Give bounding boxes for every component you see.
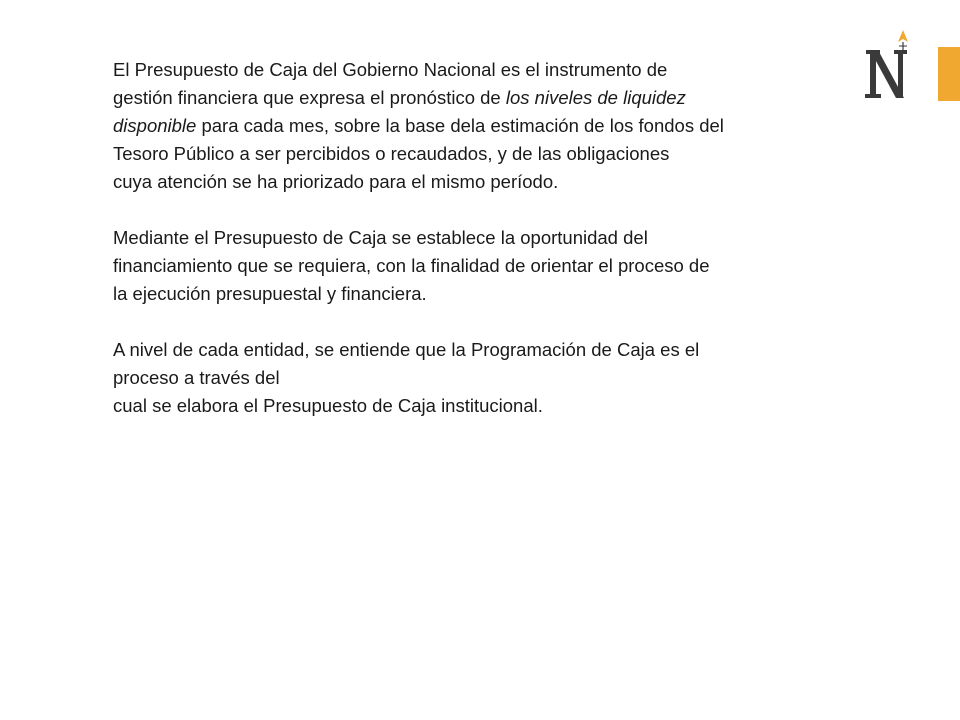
text-line: El Presupuesto de Caja del Gobierno Nacional es el instrumento de [113, 59, 668, 80]
text-line: financiamiento que se requiera, con la finalidad de orientar el proceso de [113, 255, 710, 276]
text-line: Tesoro Público a ser percibidos o recaudados, y de las obligaciones [113, 143, 670, 164]
text-line: la ejecución presupuestal y financiera. [113, 283, 427, 304]
paragraph-3 [113, 336, 843, 420]
text-line: cual se elabora el Presupuesto de Caja institucional. [113, 395, 543, 416]
n-letter-logo-icon [862, 28, 912, 104]
body-text [113, 56, 843, 448]
text-line: cuya atención se ha priorizado para el mismo período. [113, 171, 559, 192]
paragraph-2 [113, 224, 843, 308]
text-line: Mediante el Presupuesto de Caja se establece la oportunidad del [113, 227, 648, 248]
text-line: gestión financiera que expresa el pronóstico de los niveles de liquidez [113, 87, 686, 108]
paragraph-1 [113, 56, 843, 196]
text-line: A nivel de cada entidad, se entiende que la Programación de Caja es el [113, 339, 700, 360]
text-line: disponible para cada mes, sobre la base dela estimación de los fondos del [113, 115, 724, 136]
text-line: proceso a través del [113, 367, 280, 388]
orange-accent-bar [938, 47, 960, 101]
